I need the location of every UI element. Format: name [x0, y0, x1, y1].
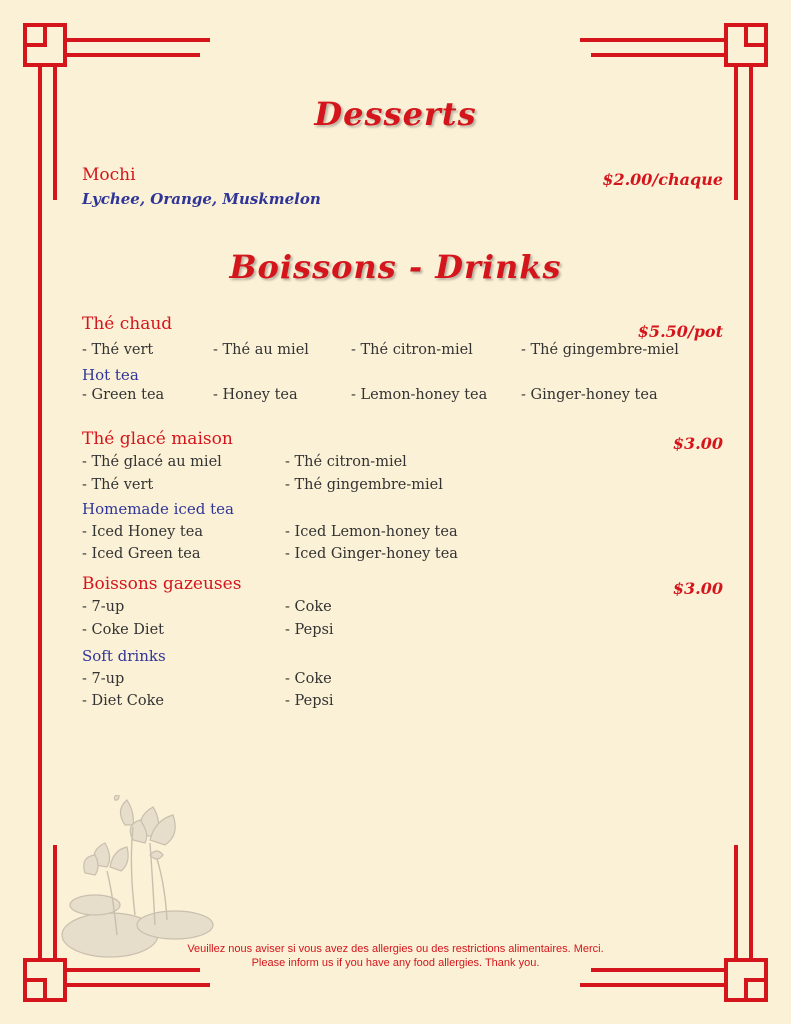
soda-en-item: - Coke: [285, 671, 332, 687]
mochi-name: Mochi: [82, 165, 136, 185]
drinks-title: Boissons - Drinks: [229, 248, 562, 286]
soda-en-title: Soft drinks: [82, 647, 166, 665]
soda-en-item: - Pepsi: [285, 693, 334, 709]
soda-fr-item: - 7-up: [82, 599, 125, 615]
hot-tea-en-item: - Green tea: [82, 387, 165, 403]
desserts-title: Desserts: [314, 95, 477, 133]
soda-en-item: - Diet Coke: [82, 693, 164, 709]
hot-tea-en-item: - Honey tea: [213, 387, 298, 403]
hot-tea-fr-item: - Thé au miel: [213, 342, 309, 358]
hot-tea-fr-item: - Thé gingembre-miel: [521, 342, 679, 358]
iced-tea-en-item: - Iced Ginger-honey tea: [285, 546, 458, 562]
hot-tea-en-item: - Ginger-honey tea: [521, 387, 658, 403]
hot-tea-fr-item: - Thé citron-miel: [351, 342, 473, 358]
iced-tea-price: $3.00: [672, 434, 723, 453]
iced-tea-fr-item: - Thé gingembre-miel: [285, 477, 443, 493]
iced-tea-en-item: - Iced Honey tea: [82, 524, 203, 540]
soda-en-item: - 7-up: [82, 671, 125, 687]
hot-tea-en-title: Hot tea: [82, 366, 139, 384]
hot-tea-fr-title: Thé chaud: [82, 314, 173, 334]
soda-fr-item: - Coke Diet: [82, 622, 164, 638]
iced-tea-fr-item: - Thé citron-miel: [285, 454, 407, 470]
soda-fr-item: - Coke: [285, 599, 332, 615]
iced-tea-fr-item: - Thé glacé au miel: [82, 454, 222, 470]
iced-tea-fr-title: Thé glacé maison: [82, 429, 233, 449]
mochi-price: $2.00/chaque: [602, 170, 723, 189]
allergy-notice-fr: Veuillez nous aviser si vous avez des allergies ou des restrictions alimentaires. Merci.: [187, 943, 604, 955]
allergy-notice-en: Please inform us if you have any food allergies. Thank you.: [251, 957, 540, 969]
iced-tea-fr-item: - Thé vert: [82, 477, 154, 493]
hot-tea-price: $5.50/pot: [637, 322, 723, 341]
soda-price: $3.00: [672, 579, 723, 598]
hot-tea-fr-item: - Thé vert: [82, 342, 154, 358]
soda-fr-title: Boissons gazeuses: [82, 574, 242, 594]
soda-fr-item: - Pepsi: [285, 622, 334, 638]
iced-tea-en-item: - Iced Green tea: [82, 546, 201, 562]
iced-tea-en-item: - Iced Lemon-honey tea: [285, 524, 458, 540]
hot-tea-en-item: - Lemon-honey tea: [351, 387, 488, 403]
mochi-flavors: Lychee, Orange, Muskmelon: [82, 190, 321, 208]
iced-tea-en-title: Homemade iced tea: [82, 500, 234, 518]
